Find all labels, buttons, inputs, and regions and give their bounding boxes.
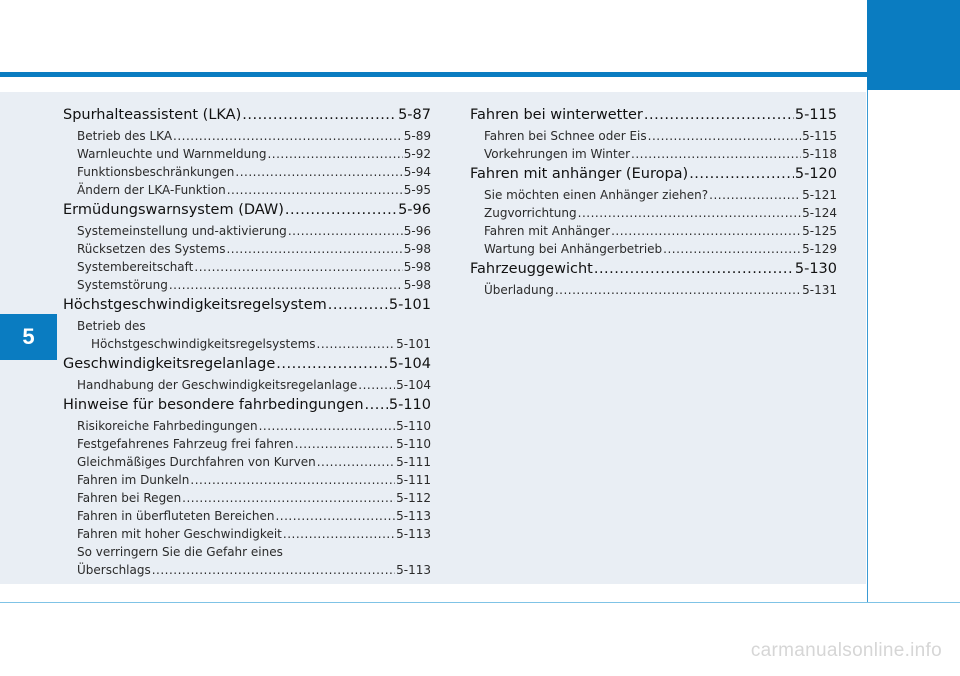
- toc-item[interactable]: Systemstörung ..... 5-98: [63, 276, 431, 294]
- toc-item[interactable]: Handhabung der Geschwindigkeitsregelanlage ..... 5-104: [63, 376, 431, 394]
- toc-item[interactable]: Überschlags ..... 5-113: [63, 561, 431, 579]
- watermark-text: carmanualsonline.info: [750, 640, 942, 661]
- toc-item[interactable]: Rücksetzen des Systems ..... 5-98: [63, 240, 431, 258]
- toc-item[interactable]: Fahren mit hoher Geschwindigkeit ..... 5-113: [63, 525, 431, 543]
- toc-item[interactable]: Höchstgeschwindigkeitsregelsystems ..... 5-101: [63, 335, 431, 353]
- toc-item[interactable]: Vorkehrungen im Winter ..... 5-118: [470, 145, 837, 163]
- toc-item[interactable]: Überladung ..... 5-131: [470, 281, 837, 299]
- toc-right-column: [470, 104, 837, 299]
- toc-section[interactable]: Fahren mit anhänger (Europa) ..... 5-120: [470, 163, 837, 186]
- toc-section[interactable]: Geschwindigkeitsregelanlage ..... 5-104: [63, 353, 431, 376]
- toc-item[interactable]: Fahren bei Regen ..... 5-112: [63, 489, 431, 507]
- toc-left-column: [63, 104, 431, 579]
- right-divider-line: [867, 90, 868, 602]
- chapter-number-badge: 5: [0, 314, 57, 360]
- top-accent-bar: [0, 72, 867, 77]
- toc-section[interactable]: Spurhalteassistent (LKA) ..... 5-87: [63, 104, 431, 127]
- toc-item[interactable]: Fahren im Dunkeln ..... 5-111: [63, 471, 431, 489]
- toc-section[interactable]: Hinweise für besondere fahrbedingungen ..... 5-110: [63, 394, 431, 417]
- toc-item[interactable]: Fahren in überfluteten Bereichen ..... 5-113: [63, 507, 431, 525]
- bottom-divider-line: [0, 602, 960, 603]
- toc-item[interactable]: Funktionsbeschränkungen ..... 5-94: [63, 163, 431, 181]
- toc-item[interactable]: Wartung bei Anhängerbetrieb ..... 5-129: [470, 240, 837, 258]
- toc-item[interactable]: Zugvorrichtung ..... 5-124: [470, 204, 837, 222]
- toc-item[interactable]: Risikoreiche Fahrbedingungen ..... 5-110: [63, 417, 431, 435]
- toc-item[interactable]: Ändern der LKA-Funktion ..... 5-95: [63, 181, 431, 199]
- toc-item[interactable]: Fahren mit Anhänger ..... 5-125: [470, 222, 837, 240]
- toc-section[interactable]: Fahren bei winterwetter ..... 5-115: [470, 104, 837, 127]
- toc-section[interactable]: Fahrzeuggewicht ..... 5-130: [470, 258, 837, 281]
- toc-item[interactable]: Fahren bei Schnee oder Eis ..... 5-115: [470, 127, 837, 145]
- toc-section[interactable]: Ermüdungswarnsystem (DAW) ..... 5-96: [63, 199, 431, 222]
- toc-item[interactable]: Warnleuchte und Warnmeldung ..... 5-92: [63, 145, 431, 163]
- toc-item[interactable]: Gleichmäßiges Durchfahren von Kurven ..... 5-111: [63, 453, 431, 471]
- toc-item[interactable]: Festgefahrenes Fahrzeug frei fahren ..... 5-110: [63, 435, 431, 453]
- chapter-tab: [867, 0, 960, 90]
- toc-item[interactable]: Systembereitschaft ..... 5-98: [63, 258, 431, 276]
- toc-item[interactable]: Betrieb des LKA ..... 5-89: [63, 127, 431, 145]
- toc-item[interactable]: Systemeinstellung und-aktivierung ..... 5-96: [63, 222, 431, 240]
- toc-item-line1[interactable]: Betrieb des: [77, 319, 146, 333]
- toc-item[interactable]: Sie möchten einen Anhänger ziehen? ..... 5-121: [470, 186, 837, 204]
- toc-item-line1[interactable]: So verringern Sie die Gefahr eines: [77, 545, 283, 559]
- toc-section[interactable]: Höchstgeschwindigkeitsregelsystem ..... 5-101: [63, 294, 431, 317]
